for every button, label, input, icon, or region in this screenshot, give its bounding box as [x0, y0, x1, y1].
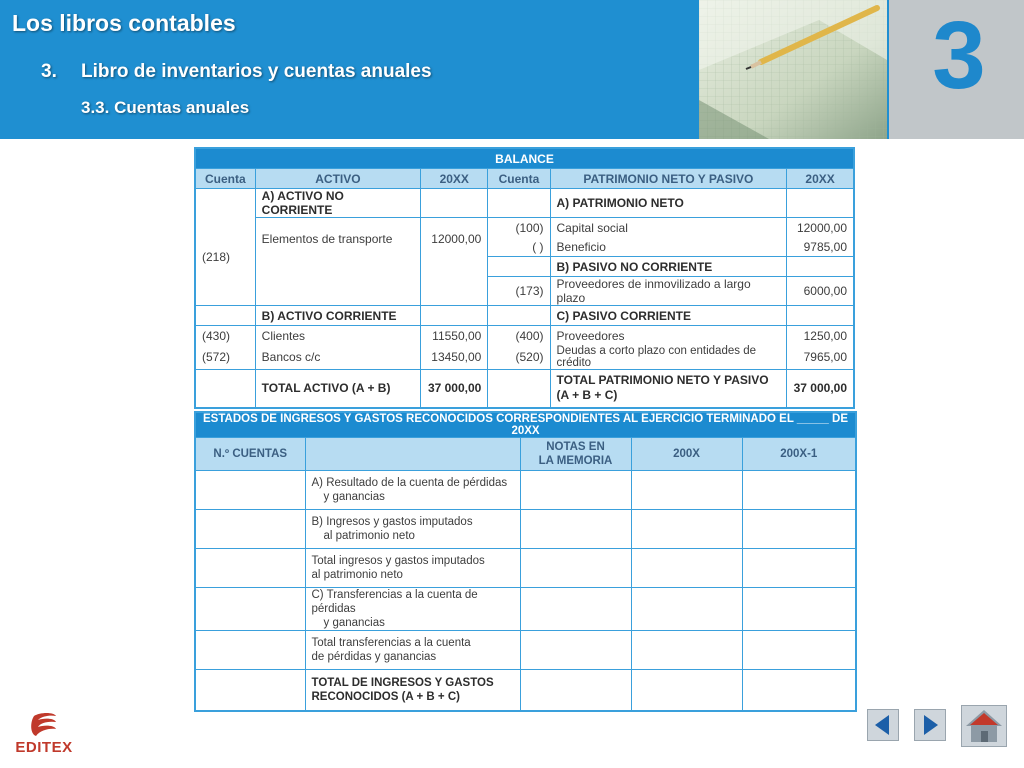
col-header-notas — [520, 438, 631, 471]
col-header: 20XX — [787, 169, 854, 189]
row-label: B) Ingresos y gastos imputados al patrimonio neto — [305, 510, 520, 549]
cuenta-code: ( ) — [488, 237, 550, 257]
table-row — [195, 549, 856, 588]
section-heading: C) PASIVO CORRIENTE — [550, 306, 787, 326]
section-number: 3. — [41, 61, 57, 82]
col-header: 20XX — [421, 169, 488, 189]
concepto-cell: Capital social — [550, 218, 787, 238]
balance-title: BALANCE — [195, 148, 854, 169]
col-header-notas-line1: NOTAS EN — [546, 441, 605, 453]
concepto-cell: Clientes — [255, 326, 420, 346]
col-header-cuentas: N.º CUENTAS — [195, 438, 305, 471]
total-activo-value: 37 000,00 — [421, 370, 488, 408]
concepto-cell: Bancos c/c — [255, 345, 420, 370]
cuenta-cell — [195, 189, 255, 306]
cuenta-code: (218) — [202, 249, 231, 264]
total-activo-label: TOTAL ACTIVO (A + B) — [255, 370, 420, 408]
concepto-cell: Deudas a corto plazo con entidades de crédito — [550, 345, 787, 370]
importe-cell: 1250,00 — [787, 326, 854, 346]
importe-cell: 6000,00 — [787, 277, 854, 306]
importe-cell: 12000,00 — [421, 218, 488, 306]
importe-cell: 9785,00 — [787, 237, 854, 257]
cuenta-code: (520) — [488, 345, 550, 370]
page-title: Los libros contables — [12, 10, 236, 36]
total-pasivo-line2: (A + B + C) — [556, 388, 618, 403]
concepto-cell: Proveedores — [550, 326, 787, 346]
col-header: Cuenta — [195, 169, 255, 189]
row-label: A) Resultado de la cuenta de pérdidas y ganancias — [305, 471, 520, 510]
balance-table — [194, 147, 855, 409]
estados-header-row — [195, 438, 856, 471]
ledger-pencil-image — [699, 0, 887, 139]
col-header: PATRIMONIO NETO Y PASIVO — [550, 169, 787, 189]
estados-title: ESTADOS DE INGRESOS Y GASTOS RECONOCIDOS CORRESPONDIENTES AL EJERCICIO TERMINADO EL _____ DE 20XX — [195, 412, 856, 438]
editex-logo — [10, 712, 78, 760]
col-header-year: 200X-1 — [742, 438, 856, 471]
total-pasivo-value: 37 000,00 — [787, 370, 854, 408]
section-title: Libro de inventarios y cuentas anuales — [81, 61, 432, 82]
total-pasivo-label — [550, 370, 787, 408]
section-heading: B) PASIVO NO CORRIENTE — [550, 257, 787, 277]
importe-cell: 11550,00 — [421, 326, 488, 346]
col-header: Cuenta — [488, 169, 550, 189]
home-icon — [962, 706, 1006, 746]
estados-table — [194, 411, 857, 712]
cuenta-code: (400) — [488, 326, 550, 346]
editex-logo-mark — [10, 712, 78, 742]
table-row — [195, 588, 856, 631]
section-heading: B) ACTIVO CORRIENTE — [255, 306, 420, 326]
total-pasivo-line1: TOTAL PATRIMONIO NETO Y PASIVO — [556, 373, 769, 388]
table-row — [195, 670, 856, 712]
previous-slide-button[interactable] — [867, 709, 899, 741]
cuenta-code: (572) — [195, 345, 255, 370]
concepto-cell: Elementos de transporte — [255, 218, 420, 306]
home-button[interactable] — [961, 705, 1007, 747]
logo-text: EDITEX — [15, 739, 73, 756]
col-header: ACTIVO — [255, 169, 420, 189]
row-label: C) Transferencias a la cuenta de pérdidas y ganancias — [305, 588, 520, 631]
col-header-year: 200X — [631, 438, 742, 471]
chapter-badge — [889, 0, 1024, 139]
table-row — [195, 631, 856, 670]
importe-cell: 12000,00 — [787, 218, 854, 238]
concepto-cell: Proveedores de inmovilizado a largo plazo — [550, 277, 787, 306]
col-header-notas-line2: LA MEMORIA — [538, 455, 613, 467]
chapter-number: 3 — [932, 2, 986, 109]
concepto-cell: Beneficio — [550, 237, 787, 257]
importe-cell: 13450,00 — [421, 345, 488, 370]
section-heading: A) ACTIVO NO CORRIENTE — [255, 189, 420, 218]
cuenta-code: (173) — [488, 277, 550, 306]
next-arrow-icon — [915, 710, 945, 740]
next-slide-button[interactable] — [914, 709, 946, 741]
section-heading: A) PATRIMONIO NETO — [550, 189, 787, 218]
previous-arrow-icon — [868, 710, 898, 740]
table-row — [195, 471, 856, 510]
ledger-photo — [699, 0, 887, 139]
cuenta-code: (430) — [195, 326, 255, 346]
row-label: TOTAL DE INGRESOS Y GASTOS RECONOCIDOS (A + B + C) — [305, 670, 520, 712]
subsection-title: 3.3. Cuentas anuales — [81, 98, 250, 117]
importe-cell: 7965,00 — [787, 345, 854, 370]
cuenta-code: (100) — [488, 218, 550, 238]
table-row — [195, 510, 856, 549]
row-label: Total ingresos y gastos imputados al patrimonio neto — [305, 549, 520, 588]
row-label: Total transferencias a la cuenta de pérdidas y ganancias — [305, 631, 520, 670]
balance-header-row — [195, 169, 854, 189]
